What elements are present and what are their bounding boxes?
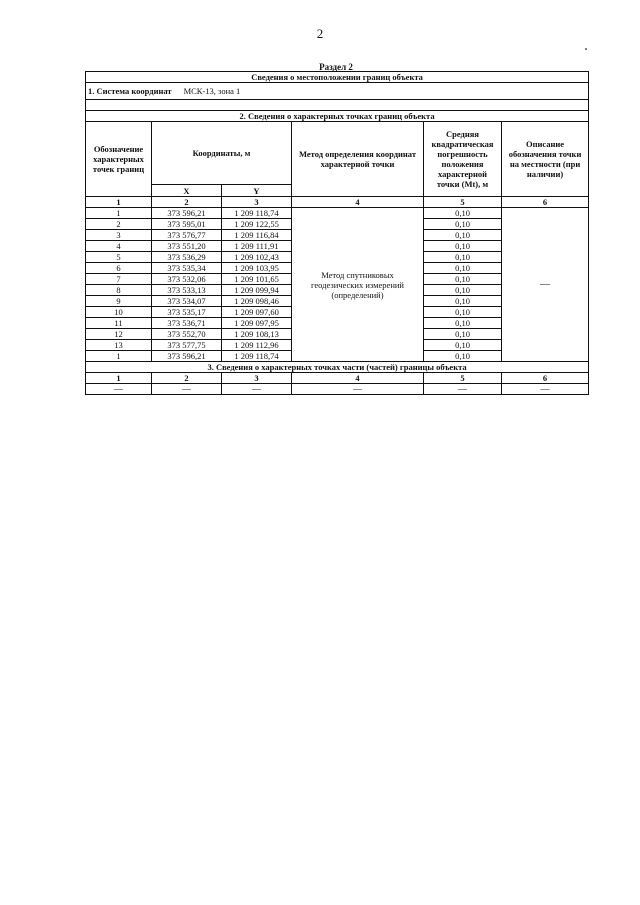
col-number-3: 3 [222, 197, 292, 208]
point-x: 373 536,29 [152, 252, 222, 263]
point-number: 10 [86, 307, 152, 318]
col-coordinates-header: Координаты, м [152, 122, 292, 185]
point-x: 373 535,17 [152, 307, 222, 318]
point-y: 1 209 101,65 [222, 274, 292, 285]
col-x-header: X [152, 185, 222, 197]
point-accuracy: 0,10 [424, 318, 502, 329]
point-x: 373 532,06 [152, 274, 222, 285]
point-y: 1 209 116,84 [222, 230, 292, 241]
point-x: 373 536,71 [152, 318, 222, 329]
sec3-col-number-2: 2 [152, 373, 222, 384]
col-number-1: 1 [86, 197, 152, 208]
header-title: Сведения о местоположении границ объекта [86, 72, 589, 83]
point-number: 3 [86, 230, 152, 241]
point-number: 5 [86, 252, 152, 263]
coord-system-row [86, 83, 589, 100]
sec3-cell: — [222, 384, 292, 395]
sec3-col-number-3: 3 [222, 373, 292, 384]
sec3-cell: — [502, 384, 589, 395]
point-accuracy: 0,10 [424, 329, 502, 340]
point-x: 373 596,21 [152, 351, 222, 362]
point-number: 4 [86, 241, 152, 252]
point-x: 373 552,70 [152, 329, 222, 340]
point-y: 1 209 122,55 [222, 219, 292, 230]
point-accuracy: 0,10 [424, 219, 502, 230]
section-title: Раздел 2 [319, 62, 353, 72]
point-y: 1 209 111,91 [222, 241, 292, 252]
point-accuracy: 0,10 [424, 263, 502, 274]
sec3-col-number-1: 1 [86, 373, 152, 384]
point-x: 373 534,07 [152, 296, 222, 307]
point-y: 1 209 097,95 [222, 318, 292, 329]
col-number-5: 5 [424, 197, 502, 208]
sec3-col-number-6: 6 [502, 373, 589, 384]
point-accuracy: 0,10 [424, 340, 502, 351]
point-y: 1 209 118,74 [222, 208, 292, 219]
scan-speck [585, 48, 587, 50]
point-x: 373 577,75 [152, 340, 222, 351]
point-accuracy: 0,10 [424, 252, 502, 263]
col-accuracy-header: Средняя квадратическая погрешность положения характерной точки (Mt), м [424, 122, 502, 197]
point-y: 1 209 118,74 [222, 351, 292, 362]
sec3-cell: — [152, 384, 222, 395]
point-number: 12 [86, 329, 152, 340]
point-x: 373 533,13 [152, 285, 222, 296]
point-y: 1 209 102,43 [222, 252, 292, 263]
blank-row [86, 100, 589, 111]
point-accuracy: 0,10 [424, 296, 502, 307]
col-number-2: 2 [152, 197, 222, 208]
boundary-table [85, 71, 589, 395]
point-accuracy: 0,10 [424, 285, 502, 296]
point-accuracy: 0,10 [424, 241, 502, 252]
point-x: 373 596,21 [152, 208, 222, 219]
point-y: 1 209 098,46 [222, 296, 292, 307]
point-number: 8 [86, 285, 152, 296]
point-number: 7 [86, 274, 152, 285]
col-designation-header: Обозначение характерных точек границ [86, 122, 152, 197]
point-y: 1 209 103,95 [222, 263, 292, 274]
section2-title: 2. Сведения о характерных точках границ объекта [86, 111, 589, 122]
coord-system-label: 1. Система координат [88, 86, 172, 96]
point-number: 9 [86, 296, 152, 307]
page-number: 2 [316, 26, 324, 41]
point-x: 373 595,01 [152, 219, 222, 230]
method-value: Метод спутниковых геодезических измерений (определений) [292, 208, 424, 362]
sec3-cell: — [424, 384, 502, 395]
point-accuracy: 0,10 [424, 208, 502, 219]
point-number: 1 [86, 351, 152, 362]
point-number: 6 [86, 263, 152, 274]
col-method-header: Метод определения координат характерной точки [292, 122, 424, 197]
point-accuracy: 0,10 [424, 274, 502, 285]
point-number: 1 [86, 208, 152, 219]
point-x: 373 535,34 [152, 263, 222, 274]
section3-title: 3. Сведения о характерных точках части (частей) границы объекта [86, 362, 589, 373]
point-number: 11 [86, 318, 152, 329]
point-x: 373 551,20 [152, 241, 222, 252]
point-number: 2 [86, 219, 152, 230]
point-accuracy: 0,10 [424, 307, 502, 318]
coord-system-value: МСК-13, зона 1 [183, 86, 241, 96]
point-y: 1 209 108,13 [222, 329, 292, 340]
point-y: 1 209 097,60 [222, 307, 292, 318]
sec3-col-number-4: 4 [292, 373, 424, 384]
sec3-col-number-5: 5 [424, 373, 502, 384]
col-y-header: Y [222, 185, 292, 197]
point-row [86, 208, 589, 219]
col-number-6: 6 [502, 197, 589, 208]
col-number-4: 4 [292, 197, 424, 208]
point-y: 1 209 099,94 [222, 285, 292, 296]
sec3-cell: — [86, 384, 152, 395]
point-x: 373 576,77 [152, 230, 222, 241]
col-description-header: Описание обозначения точки на местности (при наличии) [502, 122, 589, 197]
point-accuracy: 0,10 [424, 230, 502, 241]
point-y: 1 209 112,96 [222, 340, 292, 351]
point-accuracy: 0,10 [424, 351, 502, 362]
description-value: — [502, 208, 589, 362]
sec3-cell: — [292, 384, 424, 395]
point-number: 13 [86, 340, 152, 351]
